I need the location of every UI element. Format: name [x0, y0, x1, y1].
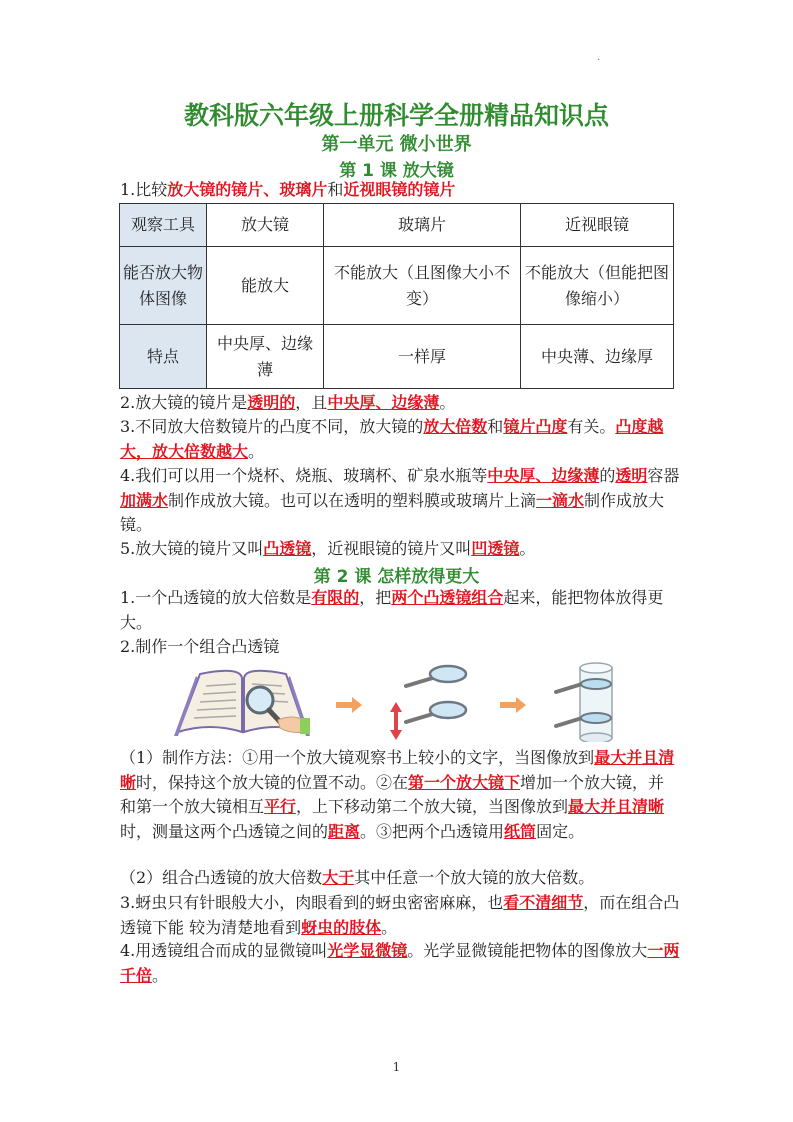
table-header-cell: 近视眼镜 — [521, 204, 674, 247]
table-cell: 能否放大物体图像 — [120, 247, 207, 325]
table-row — [120, 204, 674, 247]
table-row — [120, 247, 674, 325]
page-dot: . — [597, 52, 601, 63]
table-cell: 一样厚 — [324, 325, 521, 389]
lesson2-method: （1）制作方法：①用一个放大镜观察书上较小的文字，当图像放到最大并且清晰时，保持这个放大镜的位置不动。②在第一个放大镜下增加一个放大镜，并和第一个放大镜相互平行，上下移动第二个放大镜，当图像放到最大并且清晰时，测量这两个凸透镜之间的距离。③把两个凸透镜用纸筒固定。 — [120, 748, 675, 841]
two-magnifiers-icon — [406, 666, 466, 722]
lesson1-title: 第 1 课 放大镜 — [339, 161, 454, 181]
table-cell: 能放大 — [207, 247, 324, 325]
table-row — [120, 325, 674, 389]
lesson1-point5: 5.放大镜的镜片又叫凸透镜，近视眼镜的镜片又叫凹透镜。 — [120, 539, 536, 558]
combined-lens-illustration — [170, 660, 630, 742]
lesson2-point1: 1.一个凸透镜的放大倍数是有限的，把两个凸透镜组合起来，能把物体放得更大。 — [120, 588, 664, 632]
comparison-table — [119, 203, 674, 389]
lesson2-magnification: （2）组合凸透镜的放大倍数大于其中任意一个放大镜的放大倍数。 — [120, 868, 595, 887]
page-number: 1 — [392, 1060, 401, 1074]
lesson2-point2: 2.制作一个组合凸透镜 — [120, 637, 280, 656]
lens-tube-icon — [556, 663, 612, 742]
table-header-cell: 放大镜 — [207, 204, 324, 247]
lesson1-point2: 2.放大镜的镜片是透明的，且中央厚、边缘薄。 — [120, 393, 456, 412]
table-cell: 中央薄、边缘厚 — [521, 325, 674, 389]
lesson2-title: 第 2 课 怎样放得更大 — [313, 567, 480, 587]
table-cell: 特点 — [120, 325, 207, 389]
lesson1-point3: 3.不同放大倍数镜片的凸度不同，放大镜的放大倍数和镜片凸度有关。凸度越大，放大倍数越大。 — [120, 417, 664, 461]
table-header-cell: 观察工具 — [120, 204, 207, 247]
document-title: 教科版六年级上册科学全册精品知识点 — [183, 101, 609, 130]
table-header-cell: 玻璃片 — [324, 204, 521, 247]
lesson2-point4: 4.用透镜组合而成的显微镜叫光学显微镜。光学显微镜能把物体的图像放大一两千倍。 — [120, 941, 680, 985]
lesson1-point1: 1.比较放大镜的镜片、玻璃片和近视眼镜的镜片 — [120, 180, 456, 199]
right-arrow-icon — [500, 697, 526, 713]
table-cell: 中央厚、边缘薄 — [207, 325, 324, 389]
lesson1-point4: 4.我们可以用一个烧杯、烧瓶、玻璃杯、矿泉水瓶等中央厚、边缘薄的透明容器加满水制作成放大镜。也可以在透明的塑料膜或玻璃片上滴一滴水制作成放大镜。 — [120, 466, 680, 534]
unit-title: 第一单元 微小世界 — [321, 134, 472, 155]
lesson2-point3: 3.蚜虫只有针眼般大小，肉眼看到的蚜虫密密麻麻，也看不清细节，而在组合凸透镜下能 较为清楚地看到蚜虫的肢体。 — [120, 893, 680, 937]
table-cell: 不能放大（且图像大小不变） — [324, 247, 521, 325]
up-down-arrow-icon — [390, 702, 402, 740]
right-arrow-icon — [336, 697, 362, 713]
table-cell: 不能放大（但能把图像缩小） — [521, 247, 674, 325]
